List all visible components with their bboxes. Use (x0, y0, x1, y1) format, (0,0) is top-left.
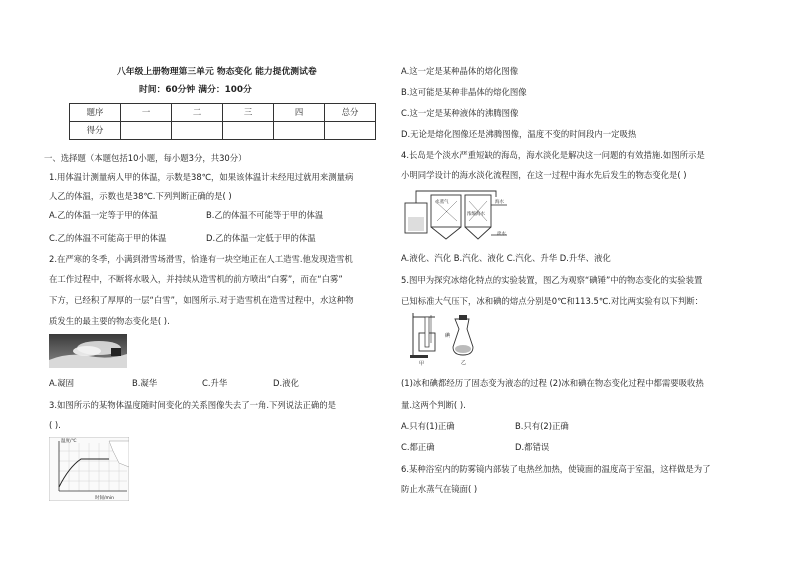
score-table-cell: 题序 (70, 104, 121, 122)
q6-line2: 防止水蒸气在镜面( ) (401, 484, 478, 494)
q2-line2: 在工作过程中，不断将水吸入，并持续从造雪机的前方喷出“白雾”，而在“白雾” (49, 274, 343, 284)
score-table-score-row (70, 122, 376, 140)
q5-experiment-diagram (407, 311, 479, 367)
q4-desalination-diagram (401, 187, 513, 243)
score-table-header-row (70, 104, 376, 122)
q4-label-vapor: 水蒸气 (435, 200, 449, 205)
q5-judge-line1: (1)冰和碘都经历了固态变为液态的过程 (2)冰和碘在物态变化过程中都需要吸收热 (401, 378, 704, 388)
q1-option-a: A.乙的体温一定等于甲的体温 (49, 210, 158, 220)
q1-stem-line1: 1.用体温计测量病人甲的体温，示数是38℃，如果该体温计未经甩过就用来测量病 (49, 172, 354, 182)
q4-label-freshwater: 淡水 (497, 232, 506, 237)
q5-option-c: C.都正确 (401, 442, 435, 452)
q3-graph-ylabel: 温度/℃ (61, 439, 77, 444)
q2-line1: 2.在严寒的冬季，小满到滑雪场滑雪，恰逢有一块空地正在人工造雪.他发现造雪机 (49, 254, 353, 264)
q5-label-jia: 甲 (419, 361, 425, 367)
q2-option-a: A.凝固 (49, 378, 74, 388)
score-table-cell: 三 (223, 104, 274, 122)
q2-option-c: C.升华 (202, 378, 228, 388)
q4-label-seawater: 海水 (495, 200, 504, 205)
section1-heading: 一、选择题（本题包括10小题，每小题3分，共30分） (44, 153, 247, 163)
q3-option-a: A.这一定是某种晶体的熔化图像 (401, 66, 519, 76)
q5-label-iodine: 碘 (445, 333, 451, 339)
score-input-cell[interactable] (274, 122, 325, 140)
q2-line3: 下方，已经积了厚厚的一层“白雪”，如图所示.对于造雪机在造雪过程中，水这种物 (49, 295, 354, 305)
q5-line1: 5.图甲为探究冰熔化特点的实验装置，图乙为观察“碘锤”中的物态变化的实验装置 (401, 275, 703, 285)
q3-graph-xlabel: 时间/min (95, 496, 115, 501)
q5-option-a: A.只有(1)正确 (401, 421, 455, 431)
q5-option-b: B.只有(2)正确 (515, 421, 569, 431)
exam-time-info: 时间：60分钟 满分：100分 (139, 85, 252, 95)
q6-line1: 6.某种浴室内的防雾镜内部装了电热丝加热，使镜面的温度高于室温，这样做是为了 (401, 464, 711, 474)
snow-machine-photo (49, 334, 127, 368)
q4-label-brine: 浓缩海水 (467, 212, 485, 217)
score-input-cell[interactable] (223, 122, 274, 140)
score-table-cell: 总分 (325, 104, 376, 122)
q3-line2: ( ). (49, 420, 61, 430)
q2-line4: 质发生的最主要的物态变化是( ). (49, 316, 170, 326)
q3-option-b: B.这可能是某种非晶体的熔化图像 (401, 87, 527, 97)
score-input-cell[interactable] (325, 122, 376, 140)
exam-title: 八年级上册物理第三单元 物态变化 能力提优测试卷 (117, 67, 317, 77)
score-input-cell[interactable] (121, 122, 172, 140)
q5-line2: 已知标准大气压下，冰和碘的熔点分别是0℃和113.5℃.对比两实验有以下判断： (401, 296, 704, 306)
q1-stem-line2: 人乙的体温，示数也是38℃.下列判断正确的是( ) (49, 191, 232, 201)
q5-option-d: D.都错误 (515, 442, 550, 452)
score-table-cell: 一 (121, 104, 172, 122)
q5-judge-line2: 量.这两个判断( ). (401, 400, 466, 410)
q3-line1: 3.如图所示的某物体温度随时间变化的关系图像失去了一角.下列说法正确的是 (49, 400, 337, 410)
score-table-cell: 得分 (70, 122, 121, 140)
score-input-cell[interactable] (172, 122, 223, 140)
q2-option-b: B.凝华 (132, 378, 158, 388)
q4-line2: 小明同学设计的海水淡化流程图，在这一过程中海水先后发生的物态变化是( ) (401, 170, 687, 180)
q1-option-c: C.乙的体温不可能高于甲的体温 (49, 233, 167, 243)
score-table-cell: 二 (172, 104, 223, 122)
score-table-cell: 四 (274, 104, 325, 122)
q1-option-d: D.乙的体温一定低于甲的体温 (206, 233, 316, 243)
q2-option-d: D.液化 (273, 378, 299, 388)
q4-options: A.液化、汽化 B.汽化、液化 C.汽化、升华 D.升华、液化 (401, 253, 611, 263)
score-table (69, 103, 376, 140)
q4-line1: 4.长岛是个淡水严重短缺的海岛，海水淡化是解决这一问题的有效措施.如图所示是 (401, 150, 705, 160)
q3-option-d: D.无论是熔化图像还是沸腾图像，温度不变的时间段内一定吸热 (401, 129, 637, 139)
q5-label-yi: 乙 (461, 360, 467, 366)
q3-option-c: C.这一定是某种液体的沸腾图像 (401, 108, 519, 118)
q1-option-b: B.乙的体温不可能等于甲的体温 (206, 210, 324, 220)
q3-temperature-graph (49, 437, 129, 501)
